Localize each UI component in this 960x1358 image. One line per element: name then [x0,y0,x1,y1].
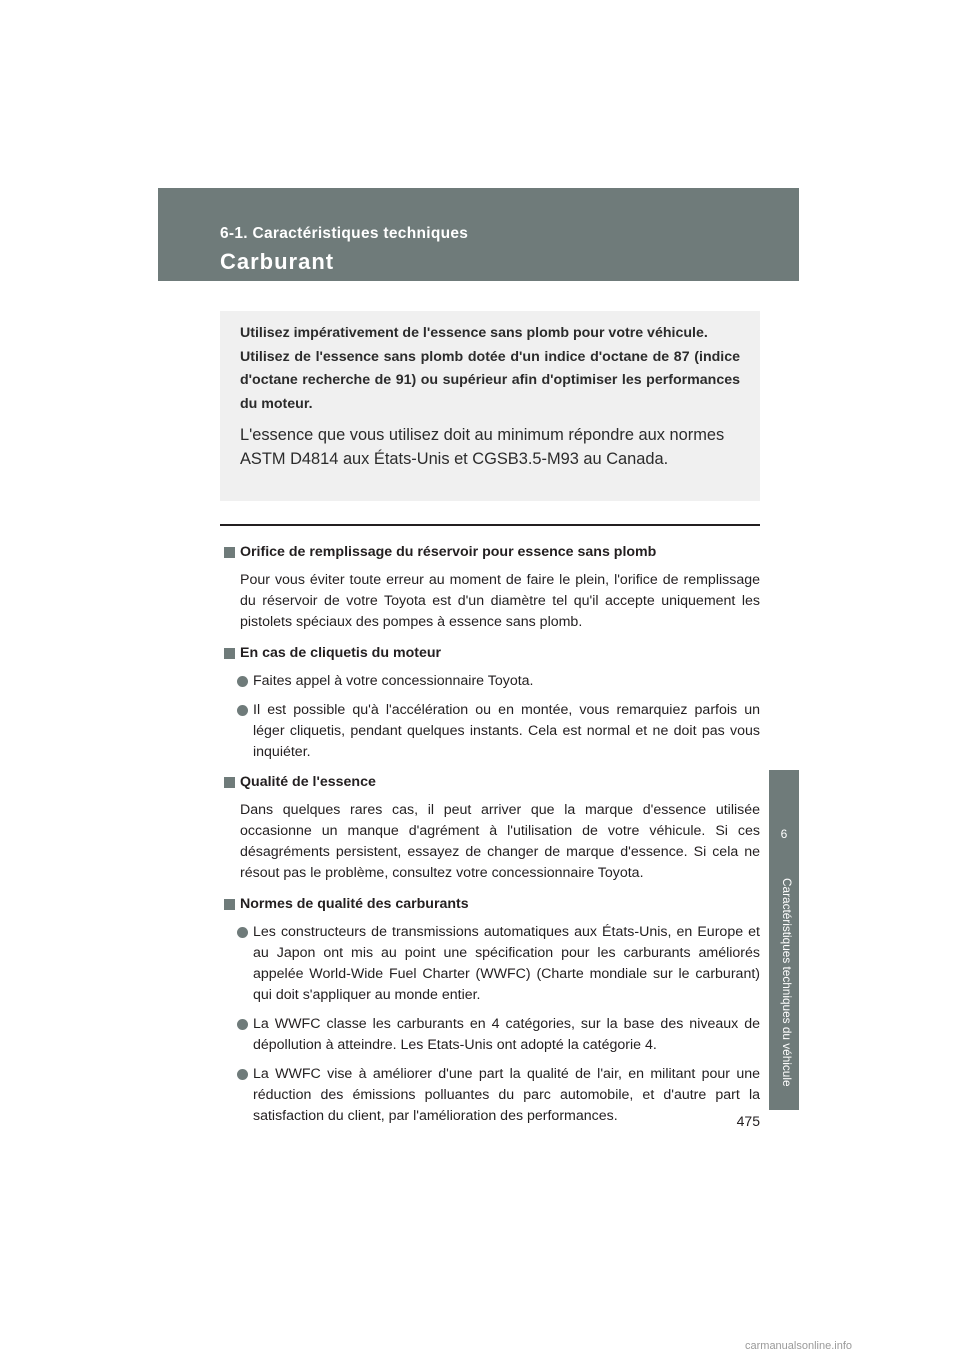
page-number: 475 [736,1113,760,1129]
circle-bullet-icon [237,1019,248,1030]
watermark: carmanualsonline.info [745,1340,853,1352]
heading-orifice-text: Orifice de remplissage du réservoir pour essence sans plomb [240,544,657,560]
info-box-octane: Utilisez de l'essence sans plomb dotée d'un indice d'octane de 87 (indice d'octane recherche de 91) ou supérieur afin d'optimiser les performances du moteur. [240,348,740,412]
heading-qualite [220,772,760,792]
heading-normes [220,894,760,914]
list-item [220,922,760,1006]
list-item-text: Faites appel à votre concessionnaire Toyota. [253,673,534,689]
square-bullet-icon [224,899,235,910]
chapter-header [158,188,799,281]
heading-cliquetis-text: En cas de cliquetis du moteur [240,645,442,661]
info-box-requirement: Utilisez impérativement de l'essence sans plomb pour votre véhicule. [240,325,708,341]
list-item [220,1014,760,1056]
list-item-text: Il est possible qu'à l'accélération ou en montée, vous remarquiez parfois un léger cliquetis, pendant quelques instants. Cela est normal et ne doit pas vous inquiéter. [253,702,760,760]
info-box-standards: L'essence que vous utilisez doit au minimum répondre aux normes ASTM D4814 aux États-Unis et CGSB3.5-M93 au Canada. [240,426,725,468]
paragraph-qualite: Dans quelques rares cas, il peut arriver que la marque d'essence utilisée occasionne un manque d'agrément à l'utilisation de votre véhicule. Si ces désagréments persistent, essayez de changer de marque d'essence. Si cela ne résout pas le problème, consultez votre concessionnaire Toyota. [240,802,760,881]
heading-normes-text: Normes de qualité des carburants [240,896,469,912]
circle-bullet-icon [237,705,248,716]
list-item-text: La WWFC vise à améliorer d'une part la qualité de l'air, en militant pour une réduction des émissions polluantes du parc automobile, et d'autre part la satisfaction du client, par l'amélioration des performances. [253,1066,760,1124]
circle-bullet-icon [237,927,248,938]
heading-orifice [220,542,760,562]
chapter-side-tab [769,770,799,1110]
list-item-text: La WWFC classe les carburants en 4 catégories, sur la base des niveaux de dépollution à atteindre. Les Etats-Unis ont adopté la catégorie 4. [253,1016,760,1053]
circle-bullet-icon [237,1069,248,1080]
list-item [220,1064,760,1127]
list-item-text: Les constructeurs de transmissions automatiques aux États-Unis, en Europe et au Japon ont mis au point une spécification pour les carburants améliorés appelée World-Wide Fuel Charter (WWFC) (Charte mondiale sur le carburant) qui doit s'appliquer au monde entier. [253,924,760,1003]
page-title: Carburant [220,249,335,274]
square-bullet-icon [224,547,235,558]
content-body [220,542,760,1127]
section-label: 6-1. Caractéristiques techniques [220,225,469,242]
info-box [220,311,760,501]
chapter-label: Caractéristiques techniques du véhicule [780,877,794,1087]
paragraph-orifice: Pour vous éviter toute erreur au moment de faire le plein, l'orifice de remplissage du réservoir de votre Toyota est d'un diamètre tel qu'il accepte uniquement les pistolets spéciaux des pompes à essence sans plomb. [240,572,760,630]
heading-cliquetis [220,643,760,663]
square-bullet-icon [224,648,235,659]
chapter-number: 6 [780,827,788,841]
square-bullet-icon [224,777,235,788]
list-item [220,671,760,692]
heading-qualite-text: Qualité de l'essence [240,774,376,790]
list-item [220,700,760,763]
divider [220,524,760,526]
circle-bullet-icon [237,676,248,687]
